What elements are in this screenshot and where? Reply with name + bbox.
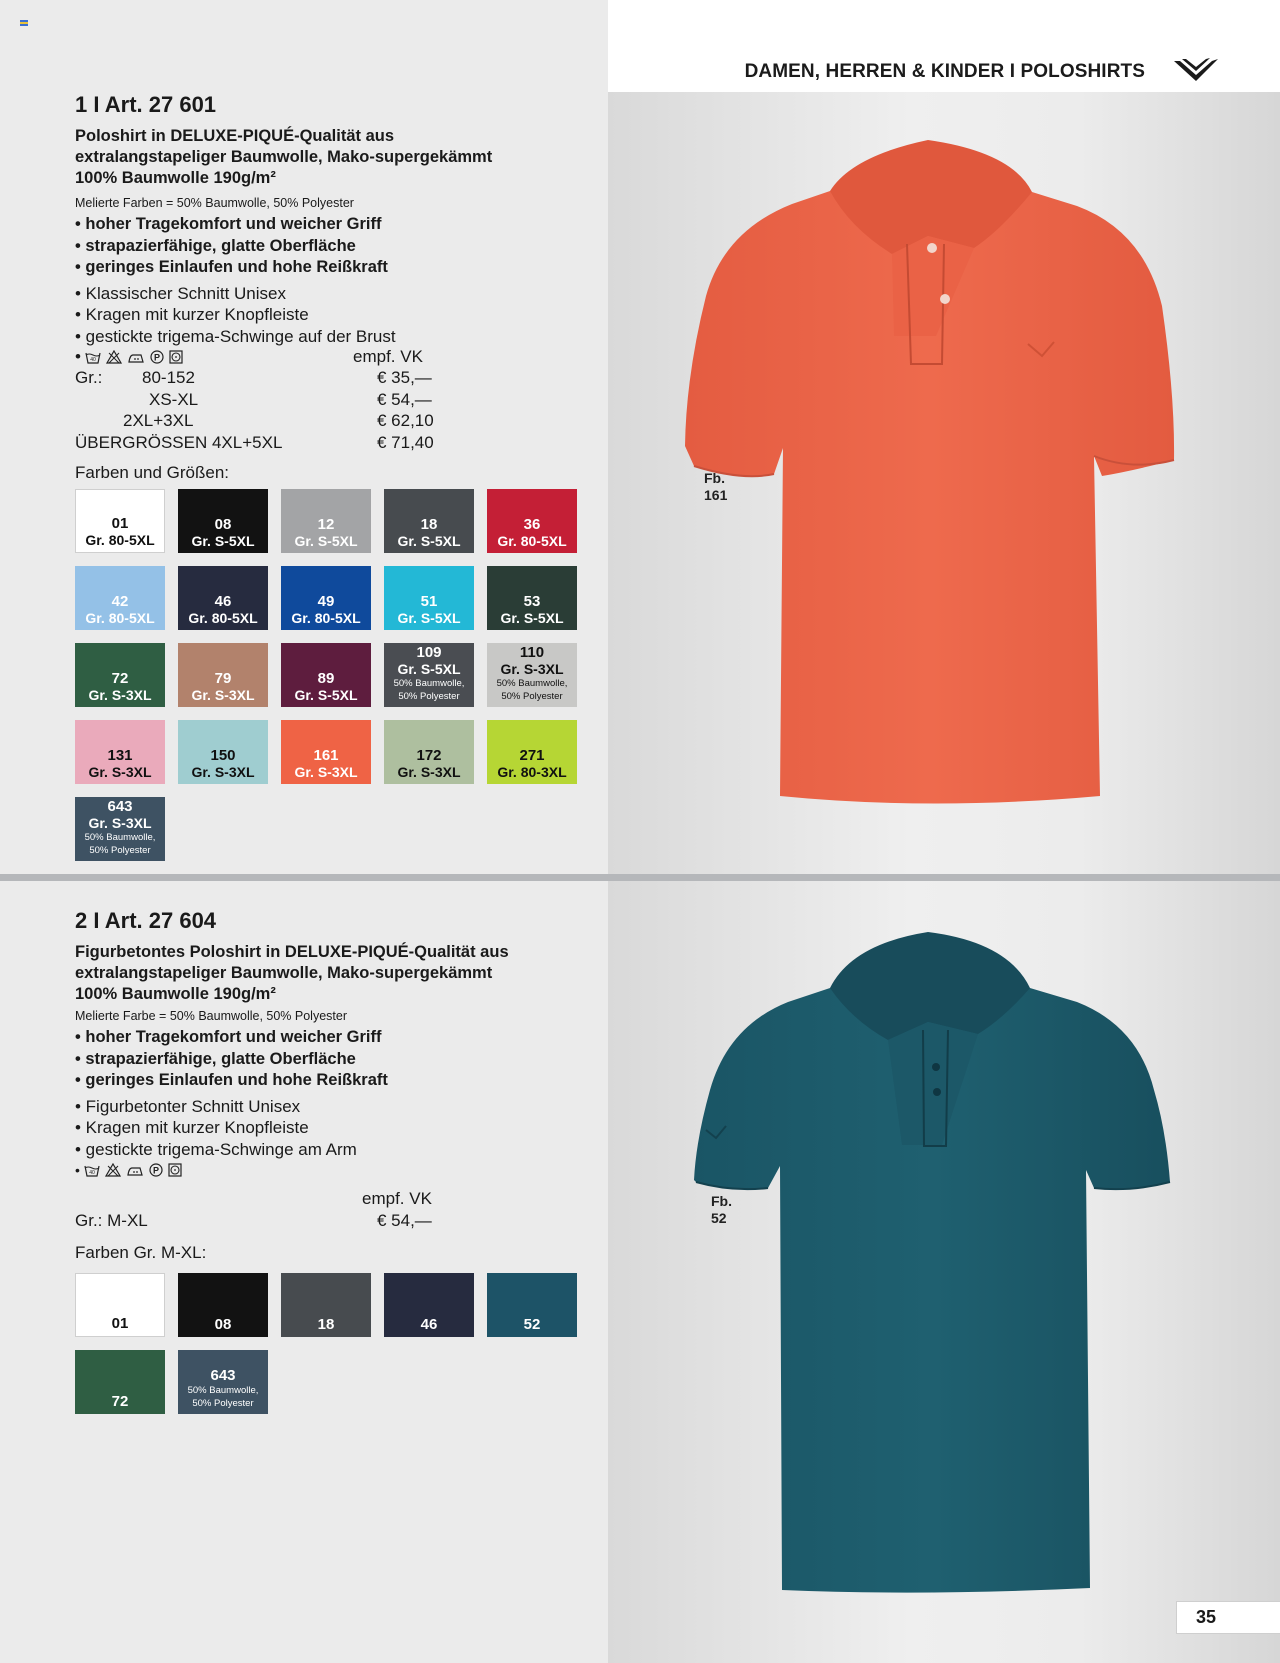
- swatch-number: 18: [317, 1316, 335, 1333]
- swatch-number: 18: [420, 516, 438, 533]
- no-bleach-icon: [106, 350, 122, 364]
- color-swatch-150: [178, 720, 268, 784]
- swatch-size-range: Gr. S-5XL: [397, 610, 461, 626]
- swatch-size-range: Gr. 80-5XL: [497, 533, 567, 549]
- swatch-material: 50% Polyester: [501, 691, 563, 702]
- fb-number: 161: [704, 487, 728, 503]
- svg-text:40: 40: [90, 357, 96, 363]
- svg-text:P: P: [152, 1165, 159, 1176]
- color-swatch-131: [75, 720, 165, 784]
- product-description: [75, 942, 595, 1005]
- swatch-size-range: Gr. 80-5XL: [188, 610, 258, 626]
- swatch-number: 110: [519, 644, 545, 661]
- swatch-size-range: Gr. S-5XL: [294, 533, 358, 549]
- swatch-number: 51: [420, 593, 438, 610]
- price-row: [75, 1210, 595, 1232]
- color-swatch-08: [178, 489, 268, 553]
- swatch-size-range: Gr. S-3XL: [294, 764, 358, 780]
- color-swatch-53: [487, 566, 577, 630]
- swatch-number: 643: [210, 1367, 236, 1384]
- description-line: 100% Baumwolle 190g/m²: [75, 169, 276, 187]
- product-section-2: [75, 908, 595, 1414]
- detail-item: • gestickte trigema-Schwinge am Arm: [75, 1139, 357, 1159]
- dry-clean-p-icon: [149, 1163, 163, 1177]
- price-header: empf. VK: [353, 347, 423, 366]
- color-swatch-89: [281, 643, 371, 707]
- price-table: [75, 367, 595, 453]
- article-title: 1 I Art. 27 601: [75, 92, 217, 117]
- color-swatch-grid: [75, 1273, 595, 1414]
- size-range: XS-XL: [149, 389, 199, 409]
- section-divider: [0, 874, 1280, 881]
- colors-label: Farben und Größen:: [75, 463, 230, 482]
- feature-item: • geringes Einlaufen und hohe Reißkraft: [75, 1071, 388, 1089]
- detail-item: • Kragen mit kurzer Knopfleiste: [75, 1118, 309, 1137]
- price-row: [75, 410, 595, 432]
- swatch-number: 72: [111, 1393, 129, 1410]
- swatch-number: 53: [523, 593, 541, 610]
- color-swatch-161: [281, 720, 371, 784]
- swatch-size-range: Gr. S-3XL: [191, 764, 255, 780]
- price-value: € 35,—: [377, 368, 432, 387]
- bullet: •: [75, 1162, 80, 1178]
- price-header-row: [75, 1188, 595, 1210]
- detail-list: [75, 1096, 595, 1161]
- swatch-size-range: Gr. S-3XL: [191, 687, 255, 703]
- page-header-title: DAMEN, HERREN & KINDER I POLOSHIRTS: [744, 61, 1145, 82]
- page-number: 35: [1196, 1607, 1217, 1627]
- swatch-size-range: Gr. S-5XL: [397, 533, 461, 549]
- color-swatch-643: [178, 1350, 268, 1414]
- swatch-material: 50% Baumwolle,: [187, 1385, 259, 1396]
- swatch-material: 50% Polyester: [89, 845, 151, 856]
- feature-item: • strapazierfähige, glatte Oberfläche: [75, 236, 356, 255]
- detail-item: • gestickte trigema-Schwinge auf der Brust: [75, 326, 396, 346]
- detail-list: [75, 283, 595, 348]
- material-note: Melierte Farben = 50% Baumwolle, 50% Polyester: [75, 196, 354, 210]
- price-value: € 54,—: [377, 1210, 432, 1230]
- description-line: extralangstapeliger Baumwolle, Mako-supergekämmt: [75, 148, 493, 166]
- swatch-size-range: Gr. S-3XL: [88, 764, 152, 780]
- teal-poloshirt-image: [692, 930, 1172, 1596]
- material-note: Melierte Farbe = 50% Baumwolle, 50% Polyester: [75, 1009, 348, 1023]
- price-row: [75, 389, 595, 411]
- svg-text:P: P: [153, 352, 160, 363]
- color-swatch-110: [487, 643, 577, 707]
- iron-icon: [127, 350, 145, 364]
- swatch-size-range: Gr. 80-5XL: [85, 610, 155, 626]
- price-value: € 54,—: [377, 389, 432, 409]
- swatch-number: 72: [111, 670, 129, 687]
- description-line: Poloshirt in DELUXE-PIQUÉ-Qualität aus: [75, 127, 395, 145]
- care-symbols: [85, 350, 183, 364]
- swatch-number: 46: [420, 1316, 438, 1333]
- swatch-number: 172: [416, 747, 442, 764]
- swatch-number: 36: [523, 516, 541, 533]
- fb-label: Fb.: [711, 1193, 732, 1209]
- color-swatch-18: [384, 489, 474, 553]
- iron-icon: [126, 1163, 144, 1177]
- swatch-number: 89: [317, 670, 335, 687]
- color-swatch-52: [487, 1273, 577, 1337]
- color-swatch-51: [384, 566, 474, 630]
- dry-clean-p-icon: [150, 350, 164, 364]
- care-line: [75, 1160, 595, 1180]
- description-line: extralangstapeliger Baumwolle, Mako-supergekämmt: [75, 964, 493, 982]
- svg-text:40: 40: [89, 1170, 95, 1176]
- no-bleach-icon: [105, 1163, 121, 1177]
- color-swatch-36: [487, 489, 577, 553]
- price-table: [75, 1188, 595, 1231]
- swatch-material: 50% Baumwolle,: [496, 678, 568, 689]
- detail-item: • Klassischer Schnitt Unisex: [75, 283, 286, 303]
- size-range: ÜBERGRÖSSEN 4XL+5XL: [75, 432, 283, 452]
- feature-list: [75, 1027, 595, 1092]
- swatch-size-range: Gr. 80-5XL: [291, 610, 361, 626]
- swatch-size-range: Gr. S-3XL: [88, 815, 152, 831]
- feature-item: • strapazierfähige, glatte Oberfläche: [75, 1049, 356, 1068]
- swatch-number: 01: [111, 515, 129, 532]
- article-title: 2 I Art. 27 604: [75, 908, 217, 933]
- swatch-number: 01: [111, 1315, 129, 1332]
- swatch-size-range: Gr. S-5XL: [191, 533, 255, 549]
- feature-list: [75, 214, 595, 279]
- wash-40-icon: [85, 350, 101, 364]
- swatch-number: 49: [317, 593, 335, 610]
- description-line: 100% Baumwolle 190g/m²: [75, 985, 276, 1003]
- swatch-size-range: Gr. S-5XL: [500, 610, 564, 626]
- feature-item: • hoher Tragekomfort und weicher Griff: [75, 1028, 382, 1046]
- swatch-material: 50% Baumwolle,: [84, 832, 156, 843]
- tumble-dry-icon: [168, 1163, 182, 1177]
- color-swatch-18: [281, 1273, 371, 1337]
- color-swatch-72: [75, 643, 165, 707]
- color-swatch-08: [178, 1273, 268, 1337]
- swatch-number: 12: [317, 516, 335, 533]
- color-swatch-grid: [75, 489, 595, 861]
- color-swatch-79: [178, 643, 268, 707]
- size-label: Gr.: M-XL: [75, 1210, 148, 1230]
- swatch-size-range: Gr. 80-5XL: [85, 532, 155, 548]
- color-swatch-46: [178, 566, 268, 630]
- page-number-box: [1176, 1601, 1280, 1634]
- swatch-size-range: Gr. S-3XL: [397, 764, 461, 780]
- color-swatch-42: [75, 566, 165, 630]
- swatch-size-range: Gr. S-5XL: [294, 687, 358, 703]
- swatch-number: 79: [214, 670, 232, 687]
- price-value: € 71,40: [377, 432, 434, 452]
- care-symbols: [84, 1163, 182, 1177]
- color-swatch-49: [281, 566, 371, 630]
- colors-label: Farben Gr. M-XL:: [75, 1243, 207, 1262]
- swatch-size-range: Gr. 80-3XL: [497, 764, 567, 780]
- bullet: •: [75, 347, 81, 366]
- corner-marker-icon: [20, 20, 28, 26]
- color-swatch-109: [384, 643, 474, 707]
- swatch-size-range: Gr. S-5XL: [397, 661, 461, 677]
- color-swatch-46: [384, 1273, 474, 1337]
- color-swatch-72: [75, 1350, 165, 1414]
- fb-label: Fb.: [704, 470, 725, 486]
- swatch-number: 161: [313, 747, 339, 764]
- color-swatch-01: [75, 489, 165, 553]
- swatch-number: 08: [214, 516, 232, 533]
- price-value: € 62,10: [377, 411, 434, 430]
- swatch-number: 131: [107, 747, 133, 764]
- color-swatch-643: [75, 797, 165, 861]
- price-header: empf. VK: [362, 1189, 432, 1208]
- size-label: Gr.:: [75, 368, 103, 387]
- color-swatch-01: [75, 1273, 165, 1337]
- feature-item: • geringes Einlaufen und hohe Reißkraft: [75, 258, 388, 276]
- detail-item: • Kragen mit kurzer Knopfleiste: [75, 305, 309, 324]
- wash-40-icon: [84, 1163, 100, 1177]
- product-description: [75, 126, 595, 189]
- swatch-number: 271: [519, 747, 545, 764]
- swatch-number: 08: [214, 1316, 232, 1333]
- swatch-number: 643: [107, 798, 133, 815]
- care-and-price-header: [75, 347, 595, 367]
- color-swatch-172: [384, 720, 474, 784]
- price-row: [75, 432, 595, 454]
- fb-number: 52: [711, 1210, 727, 1226]
- swatch-number: 52: [523, 1316, 541, 1333]
- swatch-material: 50% Baumwolle,: [393, 678, 465, 689]
- price-row: [75, 367, 595, 389]
- tumble-dry-icon: [169, 350, 183, 364]
- product-section-1: [75, 92, 595, 861]
- size-range: 2XL+3XL: [123, 411, 194, 430]
- size-range: 80-152: [142, 368, 195, 387]
- feature-item: • hoher Tragekomfort und weicher Griff: [75, 215, 382, 233]
- swatch-number: 150: [210, 747, 236, 764]
- color-swatch-271: [487, 720, 577, 784]
- description-line: Figurbetontes Poloshirt in DELUXE-PIQUÉ-Qualität aus: [75, 943, 509, 961]
- swatch-number: 46: [214, 593, 232, 610]
- swatch-size-range: Gr. S-3XL: [88, 687, 152, 703]
- swatch-material: 50% Polyester: [398, 691, 460, 702]
- detail-item: • Figurbetonter Schnitt Unisex: [75, 1096, 301, 1116]
- trigema-swinge-icon: [1172, 55, 1220, 85]
- orange-poloshirt-image: [682, 136, 1184, 806]
- swatch-material: 50% Polyester: [192, 1398, 254, 1409]
- swatch-size-range: Gr. S-3XL: [500, 661, 564, 677]
- color-swatch-12: [281, 489, 371, 553]
- swatch-number: 109: [416, 644, 442, 661]
- swatch-number: 42: [111, 593, 129, 610]
